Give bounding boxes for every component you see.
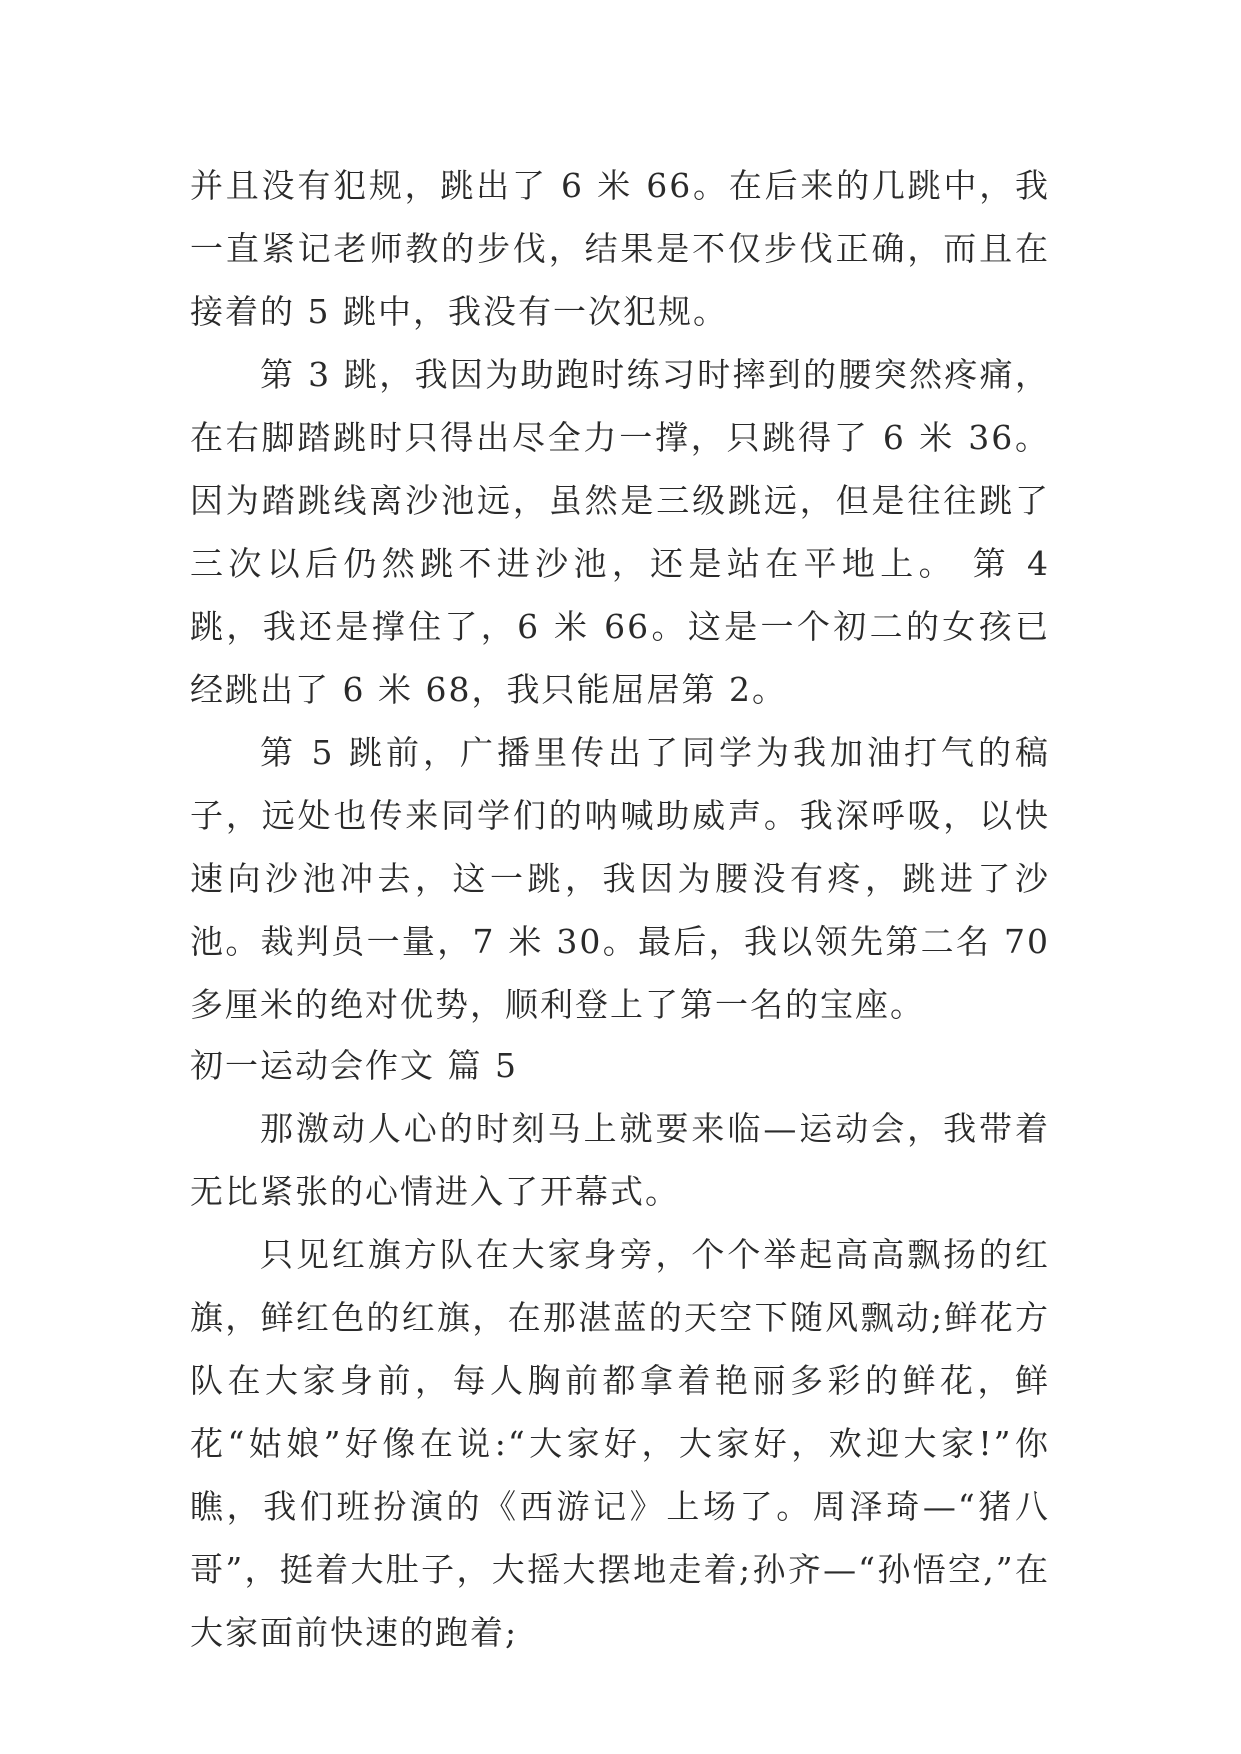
paragraph: 第 5 跳前，广播里传出了同学为我加油打气的稿子，远处也传来同学们的呐喊助威声。我深呼吸，以快速向沙池冲去，这一跳，我因为腰没有疼，跳进了沙池。裁判员一量，7 米 30。最后，我以领先第二名 70 多厘米的绝对优势，顺利登上了第一名的宝座。 [190,733,1050,1024]
paragraph: 并且没有犯规，跳出了 6 米 66。在后来的几跳中，我一直紧记老师教的步伐，结果是不仅步伐正确，而且在接着的 5 跳中，我没有一次犯规。 [190,166,1050,331]
paragraph: 那激动人心的时刻马上就要来临—运动会，我带着无比紧张的心情进入了开幕式。 [190,1109,1050,1211]
essay-section-5 [190,1034,1050,1664]
paragraph: 只见红旗方队在大家身旁，个个举起高高飘扬的红旗，鲜红色的红旗，在那湛蓝的天空下随风飘动;鲜花方队在大家身前，每人胸前都拿着艳丽多彩的鲜花，鲜花“姑娘”好像在说:“大家好，大家好，欢迎大家!”你瞧，我们班扮演的《西游记》上场了。周泽琦—“猪八哥”，挺着大肚子，大摇大摆地走着;孙齐—“孙悟空,”在大家面前快速的跑着; [190,1235,1050,1652]
paragraph: 第 3 跳，我因为助跑时练习时摔到的腰突然疼痛，在右脚踏跳时只得出尽全力一撑，只跳得了 6 米 36。因为踏跳线离沙池远，虽然是三级跳远，但是往往跳了三次以后仍然跳不进沙池，还是站在平地上。 第 4 跳，我还是撑住了，6 米 66。这是一个初二的女孩已经跳出了 6 米 68，我只能屈居第 2。 [190,355,1050,709]
essay-continuation [190,154,1050,1036]
section-heading: 初一运动会作文 篇 5 [190,1046,518,1085]
